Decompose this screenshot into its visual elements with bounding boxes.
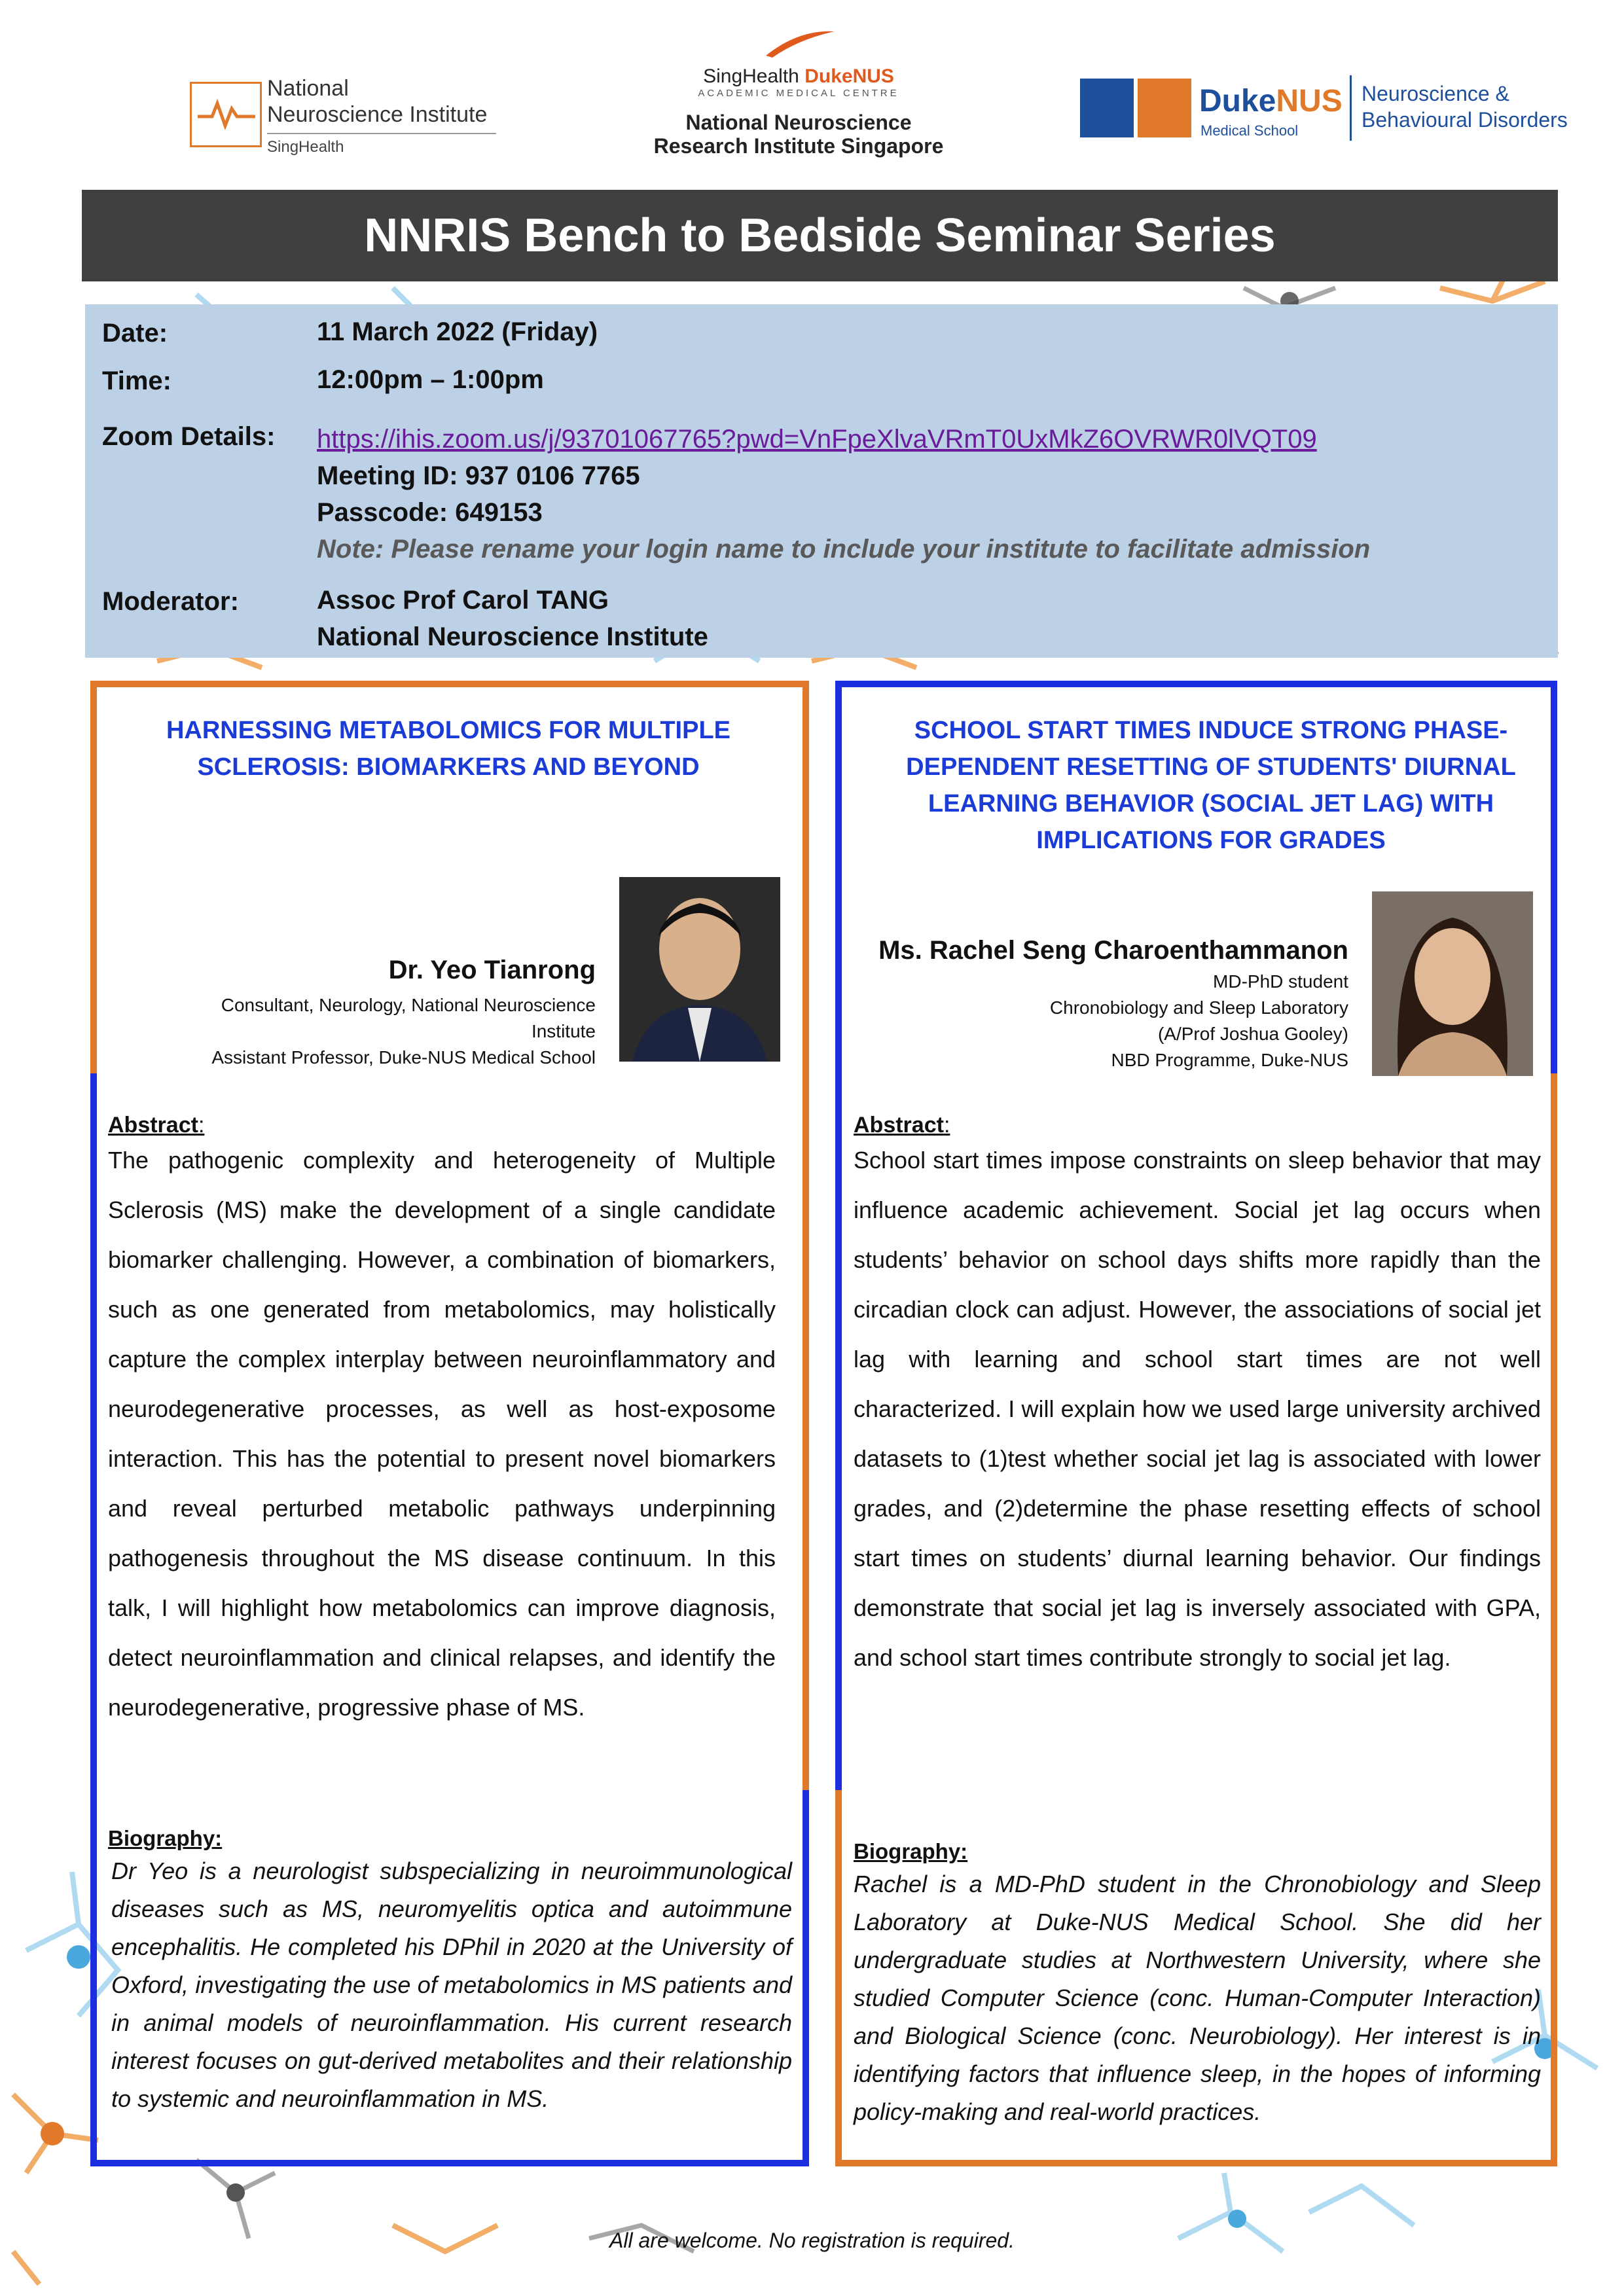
right-bio-heading: Biography:	[854, 1839, 968, 1863]
speaker-affiliation-rachel: MD-PhD student Chronobiology and Sleep Laboratory (A/Prof Joshua Gooley) NBD Programme, Duke-NUS	[1049, 971, 1348, 1070]
zoom-link[interactable]: https://ihis.zoom.us/j/93701067765?pwd=VnFpeXlvaVRmT0UxMkZ6OVRWR0lVQT09	[317, 425, 1317, 454]
swoosh-icon	[759, 26, 838, 59]
nni-sub: SingHealth	[267, 138, 344, 156]
nus-shield-icon	[1138, 79, 1191, 137]
duke-shield-icon	[1080, 79, 1134, 137]
speaker-affiliation-yeo: Consultant, Neurology, National Neuroscience Institute Assistant Professor, Duke-NUS Medical School	[211, 995, 596, 1067]
nbd-division: Neuroscience & Behavioural Disorders	[1362, 82, 1568, 132]
moderator-label: Moderator:	[102, 587, 239, 616]
left-talk-title: HARNESSING METABOLOMICS FOR MULTIPLE SCLEROSIS: BIOMARKERS AND BEYOND	[166, 717, 731, 781]
right-abstract-heading: Abstract:	[854, 1113, 950, 1138]
dukenus-sub: Medical School	[1200, 122, 1299, 139]
dukenus-name: DukeNUS	[1199, 84, 1343, 118]
time-label: Time:	[102, 367, 171, 395]
singhealth-brand: SingHealth DukeNUS	[703, 65, 894, 87]
academic-centre: ACADEMIC MEDICAL CENTRE	[698, 88, 899, 99]
left-abstract-heading: Abstract:	[108, 1113, 205, 1138]
nnris-name: National Neuroscience Research Institute Singapore	[653, 111, 944, 158]
passcode: Passcode: 649153	[317, 498, 543, 527]
moderator-institute: National Neuroscience Institute	[317, 622, 708, 651]
date-value: 11 March 2022 (Friday)	[317, 317, 598, 346]
right-abstract-text: School start times impose constraints on sleep behavior that may influence academic achievement. Social jet lag occurs when students’ behavior on school days shifts more rapidly than the circadian clock can adjust. However, the associations of social jet lag with learning and school start times are not well characterized. I will explain how we used large university archived datasets to (1)test whether social jet lag is associated with lower grades, and (2)determine the phase resetting effects of school start times on students’ diurnal learning behavior. Our findings demonstrate that social jet lag is inversely associated with GPA, and school start times contribute strongly to social jet lag.	[854, 1147, 1541, 1671]
meeting-id: Meeting ID: 937 0106 7765	[317, 461, 640, 490]
speaker-photo-rachel	[1372, 891, 1533, 1076]
singhealth-dukenus-logo	[628, 26, 969, 183]
nni-name: National Neuroscience Institute	[267, 76, 488, 127]
right-talk-title: SCHOOL START TIMES INDUCE STRONG PHASE- DEPENDENT RESETTING OF STUDENTS' DIURNAL LEARNING BEHAVIOR (SOCIAL JET LAG) WITH IMPLICATIONS FOR GRADES	[906, 717, 1516, 854]
zoom-label: Zoom Details:	[102, 422, 276, 451]
speaker-name-rachel: Ms. Rachel Seng Charoenthammanon	[878, 936, 1348, 965]
nni-mark-icon	[190, 82, 262, 147]
left-bio-heading: Biography:	[108, 1826, 223, 1850]
footer-note: All are welcome. No registration is required.	[609, 2229, 1015, 2252]
date-label: Date:	[102, 319, 168, 348]
nni-logo	[190, 75, 497, 160]
speaker-name-yeo: Dr. Yeo Tianrong	[388, 956, 596, 984]
left-bio-text: Dr Yeo is a neurologist subspecializing in neuroimmunological diseases such as MS, neuromyelitis optica and autoimmune encephalitis. He completed his DPhil in 2020 at the University of Oxford, investigating the use of metabolomics in MS patients and in animal models of neuroinflammation. His current research interest focuses on gut-derived metabolites and their relationship to systemic and neuroinflammation in MS.	[111, 1857, 792, 2112]
time-value: 12:00pm – 1:00pm	[317, 365, 544, 394]
seminar-title: NNRIS Bench to Bedside Seminar Series	[82, 190, 1558, 281]
event-info-box	[85, 304, 1558, 658]
login-note: Note: Please rename your login name to include your institute to facilitate admission	[317, 535, 1371, 564]
speaker-photo-yeo	[619, 877, 780, 1062]
moderator-name: Assoc Prof Carol TANG	[317, 586, 609, 615]
dukenus-logo	[1080, 75, 1571, 141]
left-abstract-text: The pathogenic complexity and heterogeneity of Multiple Sclerosis (MS) make the development of a single candidate biomarker challenging. However, a combination of biomarkers, such as one generated from metabolomics, may holistically capture the complex interplay between neuroinflammatory and neurodegenerative processes, as well as host-exposome interaction. This has the potential to present novel biomarkers and reveal perturbed metabolic pathways underpinning pathogenesis throughout the MS disease continuum. In this talk, I will highlight how metabolomics can improve diagnosis, detect neuroinflammation and clinical relapses, and identify the neurodegenerative, progressive phase of MS.	[108, 1147, 776, 1721]
right-bio-text: Rachel is a MD-PhD student in the Chronobiology and Sleep Laboratory at Duke-NUS Medical School. She did her undergraduate studies at Northwestern University, where she studied Computer Science (conc. Human-Computer Interaction) and Biological Science (conc. Neurobiology). Her interest is in identifying factors that influence sleep, in the hopes of informing policy-making and real-world practices.	[854, 1871, 1541, 2125]
